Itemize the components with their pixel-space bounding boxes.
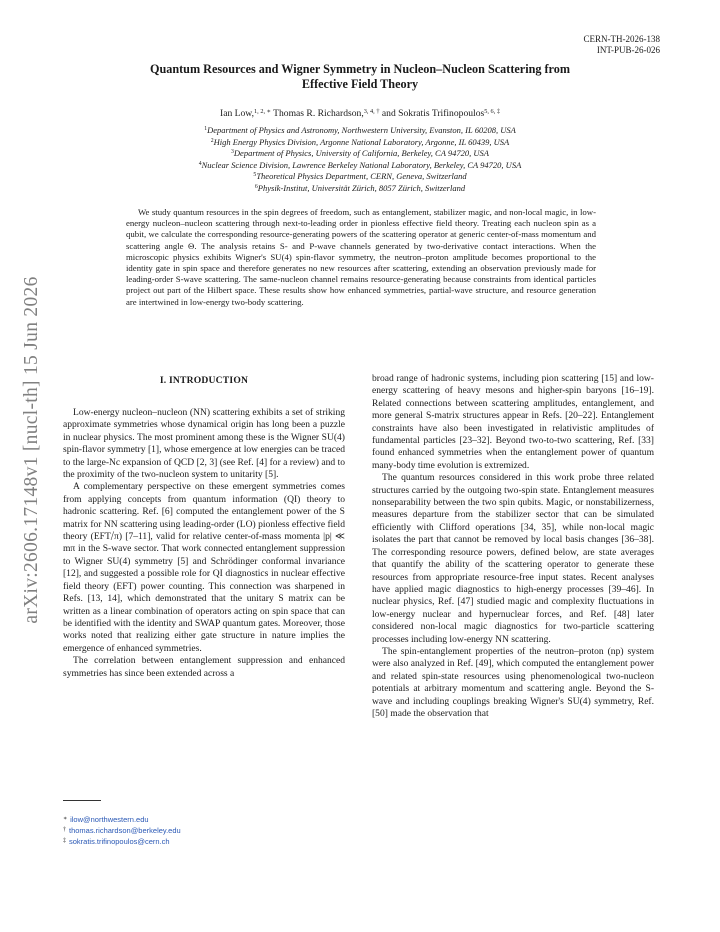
- author-name: Thomas R. Richardson,: [273, 108, 364, 119]
- affiliation: [60, 159, 660, 171]
- right-column: [372, 373, 654, 720]
- report-number: CERN-TH-2026-138: [583, 34, 660, 44]
- section-heading: I. INTRODUCTION: [159, 375, 249, 386]
- affiliation-text: Department of Physics, University of California, Berkeley, CA 94720, USA: [233, 148, 489, 159]
- affiliations: [60, 124, 660, 194]
- affiliation: [60, 182, 660, 194]
- affiliation-text: Theoretical Physics Department, CERN, Geneva, Switzerland: [256, 171, 467, 182]
- arxiv-stamp: [22, 250, 42, 650]
- author-name: and Sokratis Trifinopoulos: [381, 108, 485, 119]
- paragraph: The quantum resources considered in this work probe three related structures carried by the outgoing two-spin state. Entanglement measures nonseparability between the two spin qubits. Magic, or nonstabilizerness, measures departure from the stabilizer sector that can be simulated efficiently with Clifford operations [34, 35], while non-local magic isolates the part that cannot be removed by local basis changes [36–38]. The corresponding resource powers, defined below, are state averages that quantify the ability of the scattering operator to generate these resources from appropriate resource-free input states. Recent analyses have applied magic diagnostics to high-energy processes [39–46]. In nuclear physics, Ref. [47] studied magic and complexity fluctuations in low-energy nuclear and hypernuclear forces, and Ref. [48] later considered non-local magic diagnostics for two-particle scattering processes including low-energy NN scattering.: [372, 472, 654, 645]
- title-line: Effective Field Theory: [301, 77, 419, 91]
- author-list: [60, 106, 660, 120]
- paragraph: broad range of hadronic systems, including pion scattering [15] and low-energy scattering of heavy mesons and higher-spin baryons [16–19]. Related connections between scattering amplitudes, entanglement, and more general S-matrix structures appear in Refs. [20–22]. Entanglement constraints have also been investigated in relativistic amplitudes of fundamental particles [23–32]. Beyond two-to-two scattering, Ref. [33] found enhanced symmetries when the entanglement power of quantum many-body time evolution is extremized.: [372, 373, 654, 471]
- title-line: Quantum Resources and Wigner Symmetry in Nucleon–Nucleon Scattering from: [149, 62, 570, 76]
- affiliation-text: Nuclear Science Division, Lawrence Berkeley National Laboratory, Berkeley, CA 94720, USA: [201, 159, 522, 170]
- footnote-mark: ‡: [63, 838, 66, 844]
- affiliation-text: Department of Physics and Astronomy, Northwestern University, Evanston, IL 60208, USA: [207, 125, 516, 135]
- email-link[interactable]: ilow@northwestern.edu: [70, 815, 149, 824]
- email-link[interactable]: sokratis.trifinopoulos@cern.ch: [69, 837, 170, 846]
- abstract: We study quantum resources in the spin degrees of freedom, such as entanglement, stabilizer magic, and non-local magic, in low-energy nucleon–nucleon scattering through next-to-leading order in pionless effective field theory. Treating each nucleon spin as a qubit, we calculate the corresponding resource-generating powers of the scattering operator at generic center-of-mass momentum and scattering angle Θ. The analysis retains S- and P-wave channels generated by two-derivative contact interactions. When the microscopic physics exhibits Wigner's SU(4) spin-flavor symmetry, the neutron–proton amplitude becomes proportional to the identity gate in spin space and therefore generates no new resources after scattering, extending an observation previously made for leading-order S-wave scattering. The same-nucleon channel remains resource-generating because constraints from identical particles project out part of the Hilbert space. These results show how enhanced symmetries, partial-wave structure, and resource generation are intertwined in low-energy two-body scattering.: [126, 207, 596, 307]
- paragraph: The correlation between entanglement suppression and enhanced symmetries has since been extended across a: [63, 655, 345, 679]
- affiliation: [60, 170, 660, 182]
- paragraph: A complementary perspective on these emergent symmetries comes from applying concepts from quantum information (QI) theory to hadronic scattering. Ref. [6] computed the entanglement power of the S matrix for NN scattering using leading-order (LO) pionless effective field theory (EFT⧸π) [7–11], valid for relative center-of-mass momenta |p| ≪ mπ in the S-wave sector. That work connected entanglement suppression to Wigner SU(4) symmetry [5] and Schrödinger conformal invariance [12], and suggested a possible role for QI diagnostics in nuclear effective field theory (EFT) power counting. This connection was sharpened in Refs. [13, 14], which demonstrated that the unitary S matrix can be written as a linear combination of operators acting on spin space that can be identified with the identity and SWAP quantum gates. Moreover, those works noted that realizing either gate structure in nature implies the emergence of enhanced symmetries.: [63, 481, 345, 654]
- report-numbers: [584, 34, 661, 56]
- footnote-mark: †: [63, 827, 66, 833]
- author: [220, 108, 271, 119]
- affiliation-number: 6: [254, 183, 258, 190]
- footnote: [63, 825, 343, 836]
- affiliation-number: 4: [198, 160, 202, 167]
- footnote-mark: ∗: [63, 816, 68, 822]
- paper-title: [60, 62, 660, 92]
- affiliation-number: 2: [210, 137, 214, 144]
- email-link[interactable]: thomas.richardson@berkeley.edu: [69, 826, 181, 835]
- arxiv-identifier: arXiv:2606.17148v1 [nucl-th] 15 Jun 2026: [21, 276, 42, 624]
- author-marks: 3, 4, †: [363, 108, 380, 115]
- footnote-divider: [63, 800, 101, 801]
- affiliation: [60, 136, 660, 148]
- author: [273, 108, 379, 119]
- affiliation-text: High Energy Physics Division, Argonne National Laboratory, Argonne, IL 60439, USA: [213, 136, 510, 147]
- paragraph: The spin-entanglement properties of the neutron–proton (np) system were also analyzed in Ref. [49], which computed the entanglement power and related spin-state resources using phenomenological two-nucleon potentials at arbitrary momentum and scattering angle. Beyond the S-wave and including couplings breaking Wigner's SU(4) symmetry, Ref. [50] made the observation that: [372, 645, 654, 719]
- report-number: INT-PUB-26-026: [596, 45, 660, 55]
- author-marks: 1, 2, ∗: [254, 108, 271, 115]
- left-column: [63, 373, 345, 680]
- footnote: [63, 836, 343, 847]
- affiliation-number: 3: [231, 149, 234, 156]
- affiliation-number: 1: [204, 126, 208, 132]
- footnote: [63, 814, 343, 825]
- author-name: Ian Low,: [220, 108, 255, 119]
- affiliation: [60, 124, 660, 136]
- affiliation-number: 5: [253, 172, 257, 179]
- author-marks: 5, 6, ‡: [484, 108, 500, 115]
- author: [382, 108, 500, 119]
- footnotes: [63, 814, 343, 847]
- affiliation-text: Physik-Institut, Universität Zürich, 8057 Zürich, Switzerland: [257, 182, 466, 193]
- paragraph: Low-energy nucleon–nucleon (NN) scattering exhibits a set of striking approximate symmetries whose dynamical origin has long been a puzzle in nuclear physics. The most prominent among these is the Wigner SU(4) spin-flavor symmetry [1], whose emergence at low energies can be traced to the large-Nc expansion of QCD [2, 3] (see Ref. [4] for a review) and to the proximity of the two-nucleon system to unitarity [5].: [63, 407, 345, 481]
- affiliation: [60, 147, 660, 159]
